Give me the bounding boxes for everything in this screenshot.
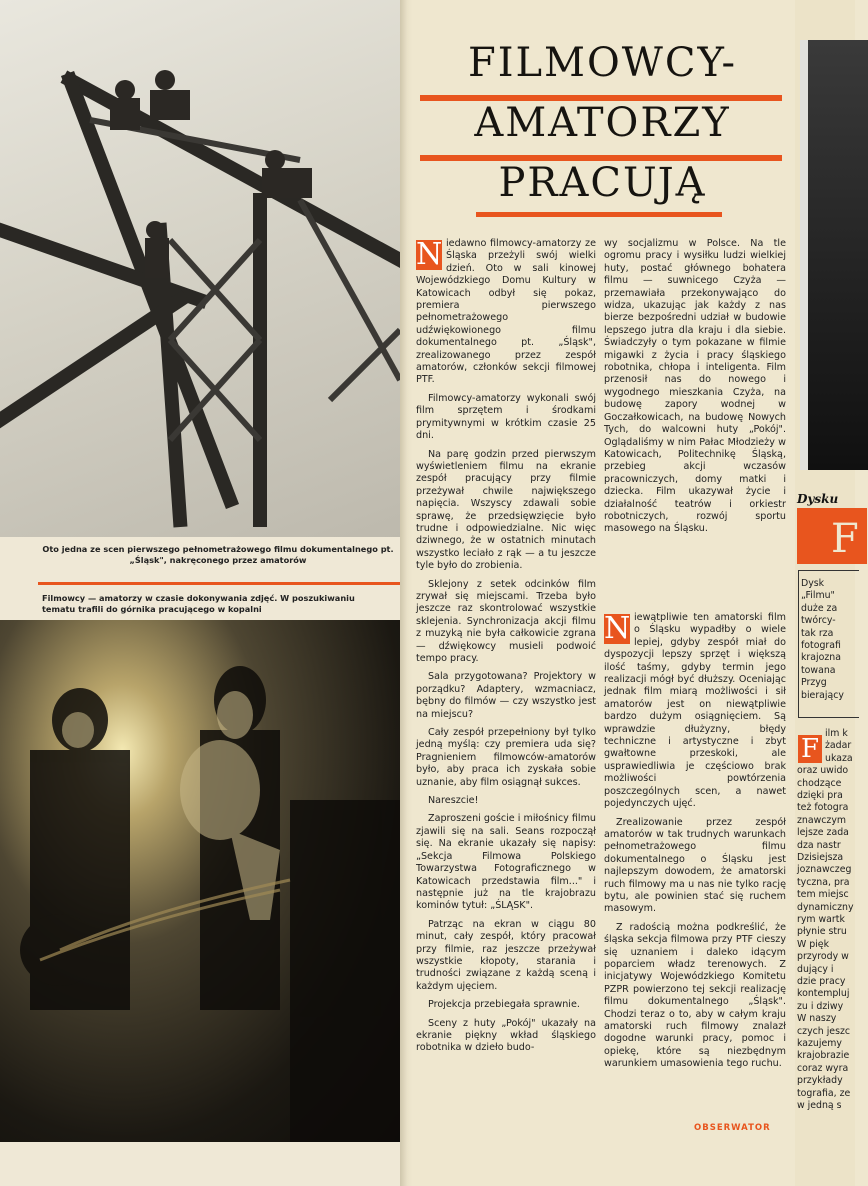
author-signature: OBSERWATOR (694, 1123, 771, 1133)
adjacent-heading: Dysku (797, 492, 839, 506)
adjacent-text-line: rym wartk (797, 914, 845, 925)
adjacent-text-line: dujący i (797, 963, 834, 975)
title-line-2: AMATORZY (474, 100, 731, 146)
paragraph: Cały zespół przepełniony był tylko jedną myślą: czy premiera uda się? Pragnieniem filmowców-amatorów było, aby praca ich zyskała sobie uznanie, aby film osiągnął sukces. (416, 727, 596, 788)
adjacent-text-line: czych jeszc (797, 1025, 851, 1037)
title-rule-3 (476, 212, 722, 217)
paragraph-text: iewątpliwie ten amatorski film o Śląsku wypadłby o wiele lepiej, gdyby zespół miał do dyspozycji lepszy sprzęt i większą ilość taśmy, gdyby termin jego realizacji mógł być dłuższy. Oceniając jednak film miarą możliwości i sił amatorów jest on niewątpliwie bardzo dużym osiągnięciem. Są wprawdzie dłużyzny, błędy techniczne i artystyczne i zbyt gwałtowne przeskoki, ale usprawiedliwia je częściowo brak możliwości powtórzenia poszczególnych scen, a nawet pojedynczych ujęć. (604, 612, 786, 810)
adjacent-text-line: kontempluj (797, 988, 850, 1000)
adjacent-text-line: tografia, ze (797, 1087, 851, 1099)
paragraph: Nareszcie! (428, 795, 479, 807)
adjacent-box-line: krajozna (801, 652, 841, 664)
caption-divider (38, 582, 400, 585)
paragraph: Zaproszeni goście i miłośnicy filmu zjawili się na sali. Seans rozpoczął się. Na ekranie ukazały się napisy: „Sekcja Filmowa Polskiego Towarzystwa Fotograficznego w Katowicach przedstawia film..." i następnie już na tle krajobrazu kominów tytuł: „ŚLĄSK". (416, 813, 596, 912)
photo2-caption: Filmowcy — amatorzy w czasie dokonywania zdjęć. W poszukiwaniu tematu trafili do górnika pracującego w kopalni (42, 593, 355, 614)
title-line-3: PRACUJĄ (498, 160, 707, 206)
paragraph: Na parę godzin przed pierwszym wyświetleniem filmu na ekranie zespół pracujący przy filmie przeżywał chwile największego napięcia. Wszyscy zdawali sobie sprawę, że przedsięwzięcie było trudne i odpowiedzialne. Nic więc dziwnego, że w ostatnich minutach wszystko leciało z rąk — a tu jeszcze tyle było do zrobienia. (416, 448, 596, 572)
adjacent-text-line: oraz uwido (797, 765, 849, 777)
adjacent-text-line: przykłady (797, 1075, 843, 1087)
adjacent-text-line: tem miejsc (797, 889, 849, 901)
paragraph: Z radością można podkreślić, że śląska sekcja filmowa przy PTF cieszy się uznaniem i daleko idącym poparciem władz terenowych. Z inicjatywy Wojewódzkiego Komitetu PZPR powierzono tej sekcji realizację filmu dokumentalnego „Śląsk". Chodzi teraz o to, aby w całym kraju amatorski ruch filmowy znalazł dogodne warunki pracy, pomoc i opiekę, które są niezbędnym warunkiem umasowienia tego ruchu. (604, 921, 786, 1070)
adjacent-box-line: twórcy- (801, 615, 836, 627)
adjacent-text-line: w jedną s (797, 1100, 842, 1111)
dropcap: N (416, 237, 443, 272)
adjacent-text-line: dzięki pra (797, 790, 843, 801)
adjacent-text-line: dzie pracy (797, 976, 846, 987)
adjacent-box-line: „Filmu" (801, 590, 835, 602)
miners-illustration (0, 620, 408, 1142)
adjacent-box-line: Przyg (801, 677, 827, 689)
paragraph-text: iedawno filmowcy-amatorzy ze Śląska przeżyli swój wielki dzień. Oto w sali kinowej Wojewódzkiego Domu Kultury w Katowicach odbył się pokaz, premiera pierwszego pełnometrażowego udźwiękowionego filmu dokumentalnego pt. „Śląsk", zrealizowanego przez zespół amatorów, członków sekcji filmowej PTF. (416, 238, 596, 386)
adjacent-text-line: krajobrazie (797, 1050, 850, 1062)
paragraph: Projekcja przebiegała sprawnie. (428, 999, 580, 1011)
adjacent-text-line: też fotogra (797, 802, 849, 814)
adjacent-text-line: ukaza (825, 752, 853, 764)
paragraph (416, 238, 596, 387)
adjacent-box-line: Dysk (801, 578, 825, 589)
adjacent-text-line: chodzące (797, 777, 842, 789)
page-gutter (400, 0, 412, 1186)
photo1-caption: Oto jedna ze scen pierwszego pełnometrażowego filmu dokumentalnego pt. „Śląsk", nakręconego przez amatorów (42, 544, 394, 565)
adjacent-title-letter: F (831, 516, 859, 562)
paragraph: Patrząc na ekran w ciągu 80 minut, cały zespół, który pracował przy filmie, raz jeszcze przeżywał wszystkie kłopoty, starania i trudności związane z każdą sceną i każdym ujęciem. (416, 918, 596, 992)
paragraph: Sceny z huty „Pokój" ukazały na ekranie piękny wkład śląskiego robotnika w dzieło budo- (416, 1017, 596, 1054)
adjacent-text-line: joznawczeg (797, 864, 852, 876)
adjacent-text-line: przyrody w (797, 951, 849, 963)
article-column-1 (416, 238, 596, 1061)
paragraph: Filmowcy-amatorzy wykonali swój film sprzętem i środkami prymitywnymi w krótkim czasie 25 dni. (416, 392, 596, 442)
adjacent-text-line: znawczym (797, 814, 847, 826)
article-column-3 (604, 612, 786, 1077)
photo-steel-tower (0, 0, 403, 537)
adjacent-page-strip (795, 0, 859, 1186)
adjacent-text-line: Dzisiejsza (797, 852, 844, 863)
adjacent-text-line: coraz wyra (797, 1062, 849, 1074)
adjacent-box-line: fotografi (801, 640, 841, 651)
adjacent-box-line: bierający (801, 689, 844, 701)
adjacent-dropcap: F (798, 735, 822, 763)
adjacent-text-line: W pięk (797, 938, 830, 950)
adjacent-box-line: tak rza (801, 627, 834, 639)
adjacent-photo (800, 40, 868, 470)
adjacent-text-line: zu i dziwy (797, 1000, 844, 1012)
dropcap: N (604, 611, 631, 646)
article-column-2 (604, 238, 786, 542)
adjacent-text-line: W naszy (797, 1013, 837, 1025)
paragraph: Sklejony z setek odcinków film zrywał się miejscami. Trzeba było jeszcze raz skontrolować wszystkie sklejenia. Synchronizacja akcji filmu z muzyką nie była całkowicie zgrana — dźwiękowcy musieli podwoić tempo pracy. (416, 578, 596, 664)
paragraph: wy socjalizmu w Polsce. Na tle ogromu pracy i wysiłku ludzi wielkiej huty, postać głównego bohatera filmu — suwnicego Czyża — przemawiała przekonywająco do widza, ukazując jak każdy z nas bierze bezpośredni udział w budowie lepszego jutra dla kraju i dla siebie. Świadczyły o tym pokazane w filmie migawki z życia i pracy śląskiego robotnika, chłopa i inteligenta. Film przenosił nas do nowego i wygodnego mieszkania Czyża, na budowę zapory wodnej w Goczałkowicach, na budowę Nowych Tych, do walcowni huty „Pokój". Oglądaliśmy w nim Pałac Młodzieży w Katowicach, Politechnikę Śląską, przebieg akcji wczasów pracowniczych, domy matki i dziecka. Film ukazywał życie i działalność teatrów i orkiestr robotniczych, rozwój sportu masowego na Śląsku. (604, 238, 786, 535)
adjacent-box-line: towana (801, 664, 836, 676)
adjacent-text-line: płynie stru (797, 926, 847, 938)
adjacent-text-line: żadar (825, 740, 852, 752)
adjacent-text-line: ilm k (825, 728, 848, 739)
paragraph (604, 612, 786, 811)
adjacent-box-line: duże za (801, 602, 838, 614)
title-line-1: FILMOWCY- (467, 40, 738, 86)
adjacent-text-line: tyczna, pra (797, 876, 850, 888)
adjacent-title-box (797, 508, 867, 564)
paragraph: Sala przygotowana? Projektory w porządku? Adaptery, wzmacniacz, bębny do filmów — czy wszystko jest na miejscu? (416, 671, 596, 720)
steel-tower-illustration (0, 0, 403, 537)
adjacent-text-line: dynamiczny (797, 901, 854, 913)
adjacent-text-line: kazujemy (797, 1038, 842, 1049)
adjacent-text-line: lejsze zada (797, 827, 849, 839)
paragraph: Zrealizowanie przez zespół amatorów w tak trudnych warunkach pełnometrażowego filmu dokumentalnego o Śląsku jest najlepszym dowodem, że amatorski ruch filmowy ma u nas nie tylko rację bytu, ale powinien stać się ruchem masowym. (604, 816, 786, 915)
photo-miners-filming (0, 620, 408, 1142)
adjacent-text-line: dza nastr (797, 839, 841, 851)
